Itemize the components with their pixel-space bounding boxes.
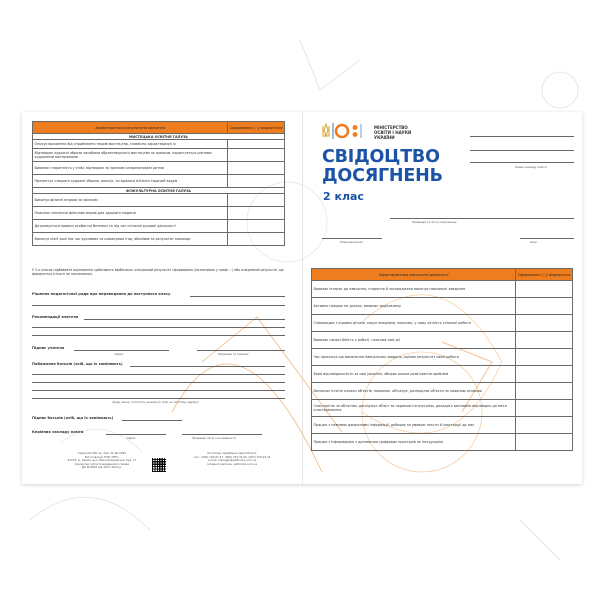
status-cell[interactable] [228,140,285,149]
status-cell[interactable] [228,194,285,207]
section-title: МИСТЕЦЬКА ОСВІТНЯ ГАЛУЗЬ [33,134,285,140]
parents-line[interactable] [32,374,285,375]
director-name-line[interactable] [182,434,262,435]
results-table-right [311,268,573,451]
student-caption: Прізвище та ім'я учня/учениці [412,220,457,224]
table-row: Виявляє самостійність у роботі, пояснює свої дії [312,332,516,349]
director-sign-line[interactable] [106,434,166,435]
results-table-left [32,121,285,246]
parents-sign-line[interactable] [122,420,182,421]
status-cell[interactable] [228,233,285,246]
class-line[interactable] [520,238,574,239]
status-cell[interactable] [516,315,573,332]
director-sign-caption: підпис [126,436,136,440]
imprint-right: За питань придбання звертайтеся: тел.: (050) 105-87-57, (068) 703-33-00, (063) 729-03-34 e-mail: manager@petbooks.com.ua Інтернет-магазин: petbooks.com.ua [193,451,271,466]
table-row: Виконує різні ролі під час рухливих та командних ігор, вболіває за результат команди [33,233,228,246]
table-row: Працює з інформацією з допомогою цифрових пристроїв за інструкцією [312,434,516,451]
decision-line[interactable] [32,305,285,306]
year-line[interactable] [322,238,382,239]
status-cell[interactable] [228,162,285,175]
school-caption: Назва закладу освіти [515,165,547,169]
status-cell[interactable] [516,281,573,298]
table-row: Виявляє інтерес до навчання, старанно й зосереджено виконує навчальні завдання [312,281,516,298]
table-row: Співпрацює з іншими дітьми, керує емоціями, пояснює, у чому цінність спільної роботи [312,315,516,332]
decision-line[interactable] [190,296,285,297]
director-name-caption: Прізвище (Ім'я) (за наявності) [192,436,236,440]
name-caption: Прізвище та ініціали [218,352,249,356]
page-title [322,148,443,186]
table-row: Пояснює значення фізичних вправ для здоров'я людини [33,207,228,220]
title-line-1: СВІДОЦТВО [322,147,440,167]
status-cell[interactable] [516,383,573,400]
status-cell[interactable] [228,175,285,188]
decision-label: Рішення педагогічної ради про переведення до наступного класу [32,292,171,296]
table-row: Виявляє старанність у співі, відтворює за зразком запропоновані ритми [33,162,228,175]
column-header-status: Сформовано (✓)/ формується [228,122,285,134]
teacher-sign-line[interactable] [74,350,169,351]
student-name-line[interactable] [390,218,574,219]
status-cell[interactable] [516,298,573,315]
recommendations-line[interactable] [84,319,285,320]
class-caption: Клас [530,240,538,244]
status-cell[interactable] [516,349,573,366]
recommendations-label: Рекомендації вчителя [32,315,79,319]
parents-sign-label: Підпис батьків (осіб, що їх замінюють) [32,416,114,420]
status-cell[interactable] [228,149,285,162]
ministry-text: МІНІСТЕРСТВО ОСВІТИ І НАУКИ УКРАЇНИ [374,125,412,140]
status-cell[interactable] [516,417,573,434]
table-row: Відтворює художні образи засобами образотворчого мистецтва за зразком, користується різними художніми матеріалами [33,149,228,162]
title-line-2: ДОСЯГНЕНЬ [322,166,443,186]
column-header-status: Сформовано (✓)/ формується [516,269,573,281]
recommendations-line[interactable] [32,327,285,328]
status-cell[interactable] [516,434,573,451]
parents-line[interactable] [130,366,285,367]
table-row: Бере відповідальність за свої рішення, обирає шляхи розв'язання проблем [312,366,516,383]
table-row: Описує враження від сприймання творів мистецтва, словесно характеризує їх [33,140,228,149]
teacher-sign-label: Підпис учителя [32,346,65,350]
table-row: Активно працює на уроках, виявляє зацікавлену [312,298,516,315]
grade-subtitle: 2 клас [323,190,364,203]
page-fold [302,112,303,484]
column-header-characteristic: Характеристика результатів навчання [33,122,228,134]
parents-caption: (будь ласка, оголосіть на вимогу осіб, на постійну адресу) [112,400,199,404]
imprint-left: Термін № 000 пр. Зам. 21-00-0494 Виготовлено ТОВ «ПЕТ» 61079, м. Харків, вул. Максимілянівська, буд. 17 Свідоцтво суб'єкта видавничої справи ДК № 6667 від 18.07.2019 р. [67,451,137,470]
qr-code-icon [152,458,166,472]
director-label: Керівник закладу освіти [32,430,84,434]
status-cell[interactable] [228,207,285,220]
sign-caption: підпис [114,352,124,356]
year-caption: Навчальний рік [340,240,363,244]
section-title: ФІЗКУЛЬТУРНА ОСВІТНЯ ГАЛУЗЬ [33,188,285,194]
status-cell[interactable] [228,220,285,233]
table-row: Визначає істотні ознаки об'єктів, порівнює, об'єднує, розподіляє об'єкти за поданою ознакою [312,383,516,400]
school-line[interactable] [470,136,574,137]
column-header-characteristic: Характеристика навчальної діяльності [312,269,516,281]
teacher-name-line[interactable] [197,350,285,351]
parents-line[interactable] [32,398,285,399]
table-row: Презентує створені художні образи, описує, чи вдалося втілити творчий задум [33,175,228,188]
status-cell[interactable] [516,366,573,383]
certificate-spread [22,112,582,484]
parents-line[interactable] [32,390,285,391]
ministry-logo-icon [322,122,370,140]
table-row: Працює з певними джерелами інформації, добирає за умовою тексти й ілюстрації до них [312,417,516,434]
assessment-note: У 2-х класах підбиваєте оцінювання здійснюють вербально: очікуваний результат сформовано (позначаємо у графі ✓) або очікуваний результат ще формується (нічого не позначаємо). [32,268,284,276]
table-row: Час прописує що виконання навчальних завдань, оцінює результат своєї роботи [312,349,516,366]
recommendations-line[interactable] [32,335,285,336]
table-row: Спостерігає за об'єктом, досліджує об'єкт за поданою інструкцією, доходить висновків відповідно до мети спостереження [312,400,516,417]
status-cell[interactable] [516,332,573,349]
school-line[interactable] [470,162,574,163]
parents-line[interactable] [32,382,285,383]
school-line[interactable] [470,150,574,151]
table-row: Виконує фізичні вправи за зразком [33,194,228,207]
table-row: Дотримується правил особистої безпеки та під час спільної рухової діяльності [33,220,228,233]
status-cell[interactable] [516,400,573,417]
parents-label: Побажання батьків (осіб, що їх замінюють) [32,362,123,366]
